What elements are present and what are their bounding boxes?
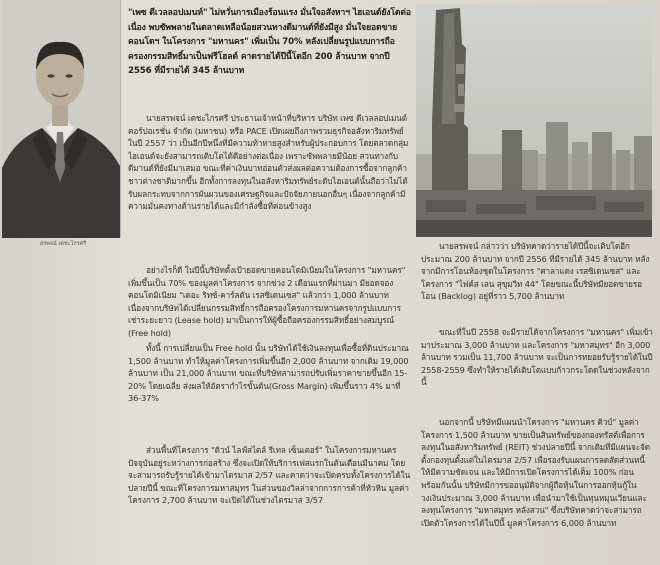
left-column-paragraph-2: อย่างไรก็ดี ในปีนี้บริษัทตั้งเป้ายอดขายคอนโดมิเนียมในโครงการ "มหานคร" เพิ่มขึ้นเป็น 70% ของมูลค่าโครงการ จากช่วง 2 เดือนแรกที่ผ่านมา มียอดจองคอนโดมิเนียม "เดอะ ริทซ์-คาร์ลตัน เรสซิเดนเซส" แล้วกว่า 1,000 ล้านบาท เนื่องจากบริษัทได้เปลี่ยนกรรมสิทธิ์การถือครองโครงการมหานครจากรูปแบบการเช่าระยะยาว (Lease hold) มาเป็นการให้ผู้ซื้อถือครองกรรมสิทธิ์อย่างสมบูรณ์ (Free hold) — [128, 265, 406, 338]
left-column-paragraph-3: ทั้งนี้ การเปลี่ยนเป็น Free hold นั้น บริษัทได้ใช้เงินลงทุนเพื่อซื้อที่ดินประมาณ 1,500 ล้านบาท ทำให้มูลค่าโครงการเพิ่มขึ้นอีก 2,000 ล้านบาท จากเดิม 19,000 ล้านบาท เป็น 21,000 ล้านบาท ขณะที่บริษัทสามารถปรับเพิ่มราคาขายขึ้นอีก 15-20% โดยเฉลี่ย ส่งผลให้อัตรากำไรขั้นต้น(Gross Margin) เพิ่มขึ้นราว 4% มาที่ 36-37% — [128, 343, 409, 404]
mahanakhon-skyline-photo — [416, 4, 652, 237]
left-column-paragraph-1: นายสรพจน์ เตชะไกรศรี ประธานเจ้าหน้าที่บริหาร บริษัท เพซ ดีเวลลอปเมนต์ คอร์ปอเรชั่น จำกัด (มหาชน) หรือ PACE เปิดเผยถึงภาพรวมธุรกิจอสังหาริมทรัพย์ในปี 2557 ว่า เป็นอีกปีหนึ่งที่มีความท้าทายสูงสำหรับผู้ประกอบการ โดยตลาดกลุ่มไฮเอนด์จะยังสามารถเติบโตได้ดีอย่างต่อเนื่อง เพราะซัพพลายมีน้อย สวนทางกับดีมานด์ที่ยังมีมาเสมอ ขณะที่ค่าเงินบาทอ่อนตัวส่งผลต่อความต้องการซื้อจากลูกค้าชาวต่างชาติมากขึ้น อีกทั้งการลงทุนในอสังหาริมทรัพย์ระดับไฮเอนด์นั้นถือว่าไม่ได้รับผลกระทบจากการผันผวนของเศรษฐกิจและปัจจัยภายนอกอื่นๆ เนื่องจากลูกค้ามีความมั่นคงทางด้านรายได้และมีกำลังซื้อที่ค่อนข้างสูง — [128, 113, 409, 212]
executive-portrait-photo — [2, 0, 121, 238]
left-column-paragraph-4: ส่วนพื้นที่โครงการ "ดิวน์ ไลฟ์สไตล์ รีเทล เซ็นเตอร์" ในโครงการมหานคร ปัจจุบันอยู่ระหว่างการก่อสร้าง ซึ่งจะเปิดให้บริการเฟสแรกในต้นเดือนมีนาคม โดยจะสามารถรับรู้รายได้เข้ามาไตรมาส 2/57 และคาดว่าจะเปิดครบทั้งโครงการได้ในปลายปีนี้ ขณะที่โครงการมหาสมุทร ในส่วนของวิลล่าจากการการค้าที่หัวหิน มูลค่าโครงการ 2,700 ล้านบาท จะเปิดได้ในช่วงไตรมาส 3/57 — [128, 445, 411, 506]
right-column-paragraph-2: ขณะที่ในปี 2558 จะมีรายได้จากโครงการ "มหานคร" เพิ่มเข้ามาประมาณ 3,000 ล้านบาท และโครงการ "มหาสมุทร" อีก 3,000 ล้านบาท รวมเป็น 11,700 ล้านบาท จะเป็นการทยอยรับรู้รายได้ในปี 2558-2559 ซึ่งทำให้รายได้เติบโตแบบก้าวกระโดดในช่วงหลังจากนี้ — [421, 327, 653, 388]
lead-paragraph: "เพซ ดีเวลลอปเมนท์" ไม่หวั่นการเมืองร้อนแรง มั่นใจอสังหาฯ ไฮเอนด์ยังโตต่อเนื่อง พบซัพพลายในตลาดเหลือน้อยสวนทางดีมานด์ที่ยังมีสูง มั่นใจยอดขายคอนโดฯ ในโครงการ "มหานคร" เพิ่มเป็น 70% หลังเปลี่ยนรูปแบบการถือครองกรรมสิทธิ์มาเป็นฟรีโฮลด์ คาดรายได้ปีนี้โตอีก 200 ล้านบาท จากปี 2556 ที่มีรายได้ 345 ล้านบาท — [128, 8, 411, 76]
right-column-paragraph-1: นายสรพจน์ กล่าวว่า บริษัทคาดว่ารายได้ปีนี้จะเติบโตอีกประมาณ 200 ล้านบาท จากปี 2556 ที่มีรายได้ 345 ล้านบาท หลังจากมีการโอนห้องชุดในโครงการ "ศาลาแดง เรสซิเดนเซส" และโครงการ "ไฟค์ส เลน สุขุมวิท 44" โดยขณะนี้บริษัทมียอดขายรอโอน (Backlog) อยู่ที่ราว 5,700 ล้านบาท — [421, 241, 650, 302]
right-column-paragraph-3: นอกจากนี้ บริษัทมีแผนนำโครงการ "มหานคร คิวบ์" มูลค่าโครงการ 1,500 ล้านบาท ขายเป็นสินทรัพย์ของกองทรัสต์เพื่อการลงทุนในอสังหาริมทรัพย์ (REIT) ช่วงปลายปีนี้ จากเดิมที่มีแผนจะจัดตั้งกองทุนตั้งแต่ในไตรมาส 2/57 เพื่อรองรับแผนการลดสัดส่วนหนี้ให้มีความชัดเจน และให้มีการเปิดโครงการได้เต็ม 100% ก่อนพร้อมกันนั้น บริษัทมีการขออนุมัติจากผู้ถือหุ้นในการออกหุ้นกู้ในวงเงินประมาณ 3,000 ล้านบาท เพื่อนำมาใช้เป็นทุนหมุนเวียนและลงทุนโครงการ "มหาสมุทร หลังสวน" ซึ่งบริษัทคาดว่าจะสามารถเปิดตัวโครงการได้ในปีนี้ มูลค่าโครงการ 6,000 ล้านบาท — [421, 417, 650, 528]
photo-caption: สรพจน์ เตชะไกรศรี — [39, 241, 87, 247]
